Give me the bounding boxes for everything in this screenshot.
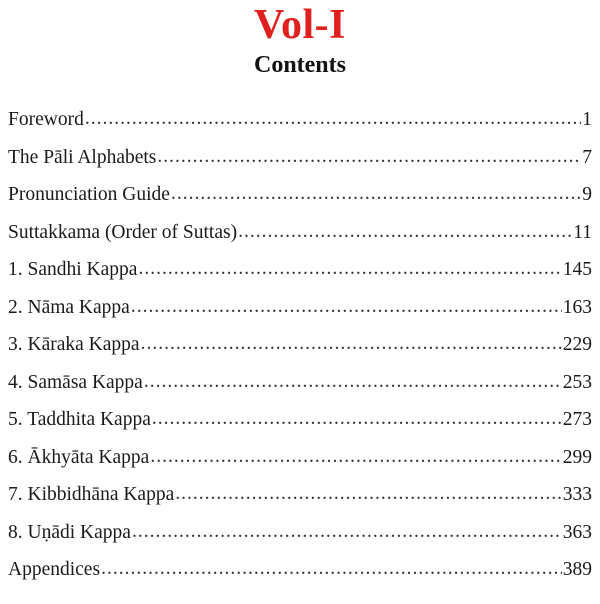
toc-entry-page: 253 bbox=[562, 371, 592, 393]
toc-entry-label: Suttakkama (Order of Suttas) bbox=[8, 221, 238, 243]
dot-leader bbox=[144, 363, 562, 401]
dot-leader bbox=[238, 213, 572, 251]
toc-entry-suttakkama bbox=[8, 214, 592, 252]
dot-leader bbox=[101, 550, 562, 588]
dot-leader bbox=[175, 475, 562, 513]
toc-entry-pronunciation-guide bbox=[8, 176, 592, 214]
toc-entry-page: 145 bbox=[562, 259, 592, 280]
toc-entry-page: 273 bbox=[562, 409, 592, 430]
dot-leader bbox=[150, 438, 561, 476]
toc-entry-label: 7. Kibbidhāna Kappa bbox=[8, 484, 175, 505]
dot-leader bbox=[131, 288, 562, 326]
toc-entry-nama-kappa bbox=[8, 289, 592, 327]
toc-entry-page: 299 bbox=[562, 446, 592, 468]
toc-entry-page: 7 bbox=[582, 146, 592, 168]
volume-title: Vol-I bbox=[254, 2, 346, 48]
dot-leader bbox=[132, 513, 562, 551]
toc-entry-page: 1 bbox=[582, 109, 592, 130]
toc-entry-page: 9 bbox=[582, 184, 592, 205]
toc-entry-unadi-kappa bbox=[8, 514, 592, 552]
toc-entry-label: Foreword bbox=[8, 109, 84, 130]
toc-entry-akhyata-kappa bbox=[8, 439, 592, 477]
toc-entry-kibbidhana-kappa bbox=[8, 476, 592, 514]
dot-leader bbox=[152, 400, 562, 438]
toc-entry-label: Pronunciation Guide bbox=[8, 184, 170, 205]
toc-entry-label: 5. Taddhita Kappa bbox=[8, 409, 151, 430]
toc-entry-sandhi-kappa bbox=[8, 251, 592, 289]
dot-leader bbox=[138, 250, 561, 288]
toc-entry-karaka-kappa bbox=[8, 326, 592, 364]
dot-leader bbox=[157, 138, 581, 176]
toc-entry-appendices bbox=[8, 551, 592, 589]
toc-entry-label: 2. Nāma Kappa bbox=[8, 296, 130, 318]
toc-entry-page: 333 bbox=[562, 484, 592, 505]
toc-entry-label: The Pāli Alphabets bbox=[8, 146, 157, 168]
dot-leader bbox=[141, 325, 562, 363]
toc-entry-page: 11 bbox=[573, 221, 592, 243]
toc-entry-page: 163 bbox=[562, 296, 592, 318]
toc-entry-label: 4. Samāsa Kappa bbox=[8, 371, 143, 393]
toc-entry-label: 6. Ākhyāta Kappa bbox=[8, 446, 150, 468]
dot-leader bbox=[171, 175, 581, 213]
toc-entry-page: 363 bbox=[562, 521, 592, 543]
contents-heading: Contents bbox=[253, 52, 346, 78]
toc-entry-label: 8. Uṇādi Kappa bbox=[8, 521, 131, 543]
toc-entry-label: Appendices bbox=[8, 559, 101, 580]
toc-entry-pali-alphabets bbox=[8, 139, 592, 177]
toc-entry-page: 229 bbox=[562, 334, 592, 355]
toc-entry-taddhita-kappa bbox=[8, 401, 592, 439]
toc-entry-foreword bbox=[8, 101, 592, 139]
toc-entry-page: 389 bbox=[562, 559, 592, 580]
toc-entry-samasa-kappa bbox=[8, 364, 592, 402]
table-of-contents bbox=[8, 101, 592, 589]
toc-entry-label: 1. Sandhi Kappa bbox=[8, 259, 138, 280]
toc-entry-label: 3. Kāraka Kappa bbox=[8, 334, 140, 355]
dot-leader bbox=[85, 100, 581, 138]
